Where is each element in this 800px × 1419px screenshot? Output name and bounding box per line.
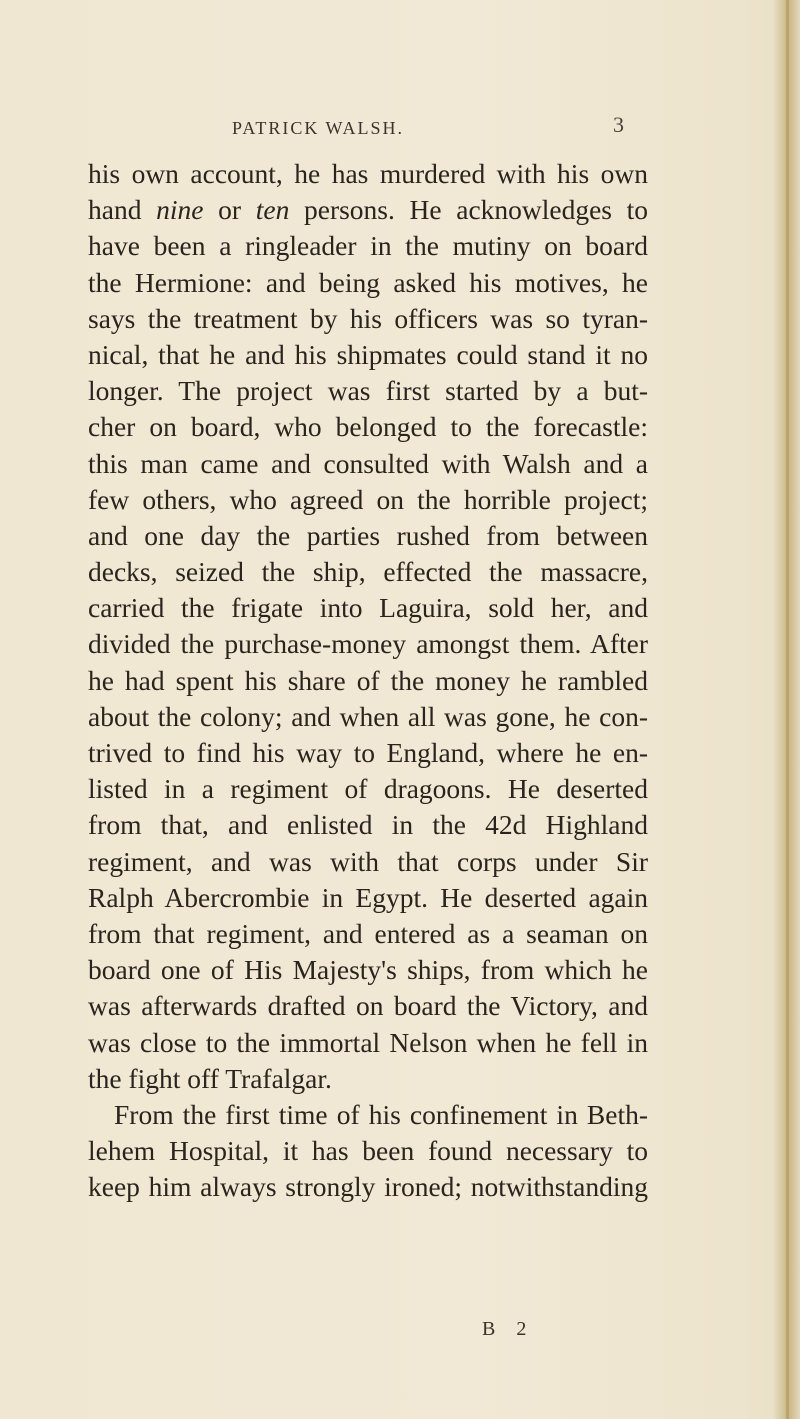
text-line: and one day the parties rushed from between bbox=[88, 519, 648, 551]
text-line: this man came and consulted with Walsh and a bbox=[88, 447, 648, 479]
page-number: 3 bbox=[613, 112, 624, 137]
body-text bbox=[88, 156, 648, 1205]
text-line: hand nine or ten persons. He acknowledges to bbox=[88, 194, 649, 226]
italic-word: ten bbox=[255, 194, 290, 226]
text-line: from that regiment, and entered as a seaman on bbox=[88, 917, 648, 949]
text-line: the Hermione: and being asked his motives, he bbox=[88, 266, 648, 298]
signature-mark: B 2 bbox=[482, 1318, 535, 1340]
text-line: about the colony; and when all was gone, he con- bbox=[88, 700, 648, 732]
text-line: divided the purchase-money amongst them. After bbox=[88, 628, 648, 660]
text-line: regiment, and was with that corps under Sir bbox=[88, 845, 648, 877]
text-line: lehem Hospital, it has been found necessary to bbox=[88, 1135, 648, 1167]
text-line: From the first time of his confinement in Beth- bbox=[114, 1098, 648, 1130]
text-line: nical, that he and his shipmates could stand it no bbox=[88, 338, 648, 370]
text-line: was afterwards drafted on board the Victory, and bbox=[88, 990, 648, 1022]
text-line: Ralph Abercrombie in Egypt. He deserted again bbox=[88, 881, 648, 913]
text-line: he had spent his share of the money he rambled bbox=[88, 664, 648, 696]
italic-word: nine bbox=[156, 194, 204, 226]
text-line: from that, and enlisted in the 42d Highland bbox=[88, 809, 648, 841]
text-line: few others, who agreed on the horrible project; bbox=[88, 483, 648, 515]
text-line: cher on board, who belonged to the forecastle: bbox=[88, 411, 648, 443]
text-line: board one of His Majesty's ships, from which he bbox=[88, 954, 648, 986]
text-line: was close to the immortal Nelson when he fell in bbox=[88, 1026, 648, 1058]
text-line: longer. The project was first started by a but- bbox=[88, 375, 648, 407]
running-head: PATRICK WALSH. bbox=[232, 118, 405, 138]
text-line: says the treatment by his officers was so tyran- bbox=[88, 302, 648, 334]
text-line: the fight off Trafalgar. bbox=[88, 1062, 332, 1094]
text-line: his own account, he has murdered with his own bbox=[88, 158, 648, 189]
text-line: carried the frigate into Laguira, sold her, and bbox=[88, 592, 648, 624]
text-line: keep him always strongly ironed; notwithstanding bbox=[88, 1171, 648, 1203]
text-line: trived to find his way to England, where he en- bbox=[88, 737, 648, 768]
page-header bbox=[0, 112, 800, 148]
text-line: listed in a regiment of dragoons. He deserted bbox=[88, 773, 648, 805]
binding-shadow-line bbox=[786, 0, 789, 1419]
text-line: have been a ringleader in the mutiny on board bbox=[88, 230, 648, 262]
text-line: decks, seized the ship, effected the massacre, bbox=[88, 556, 648, 588]
